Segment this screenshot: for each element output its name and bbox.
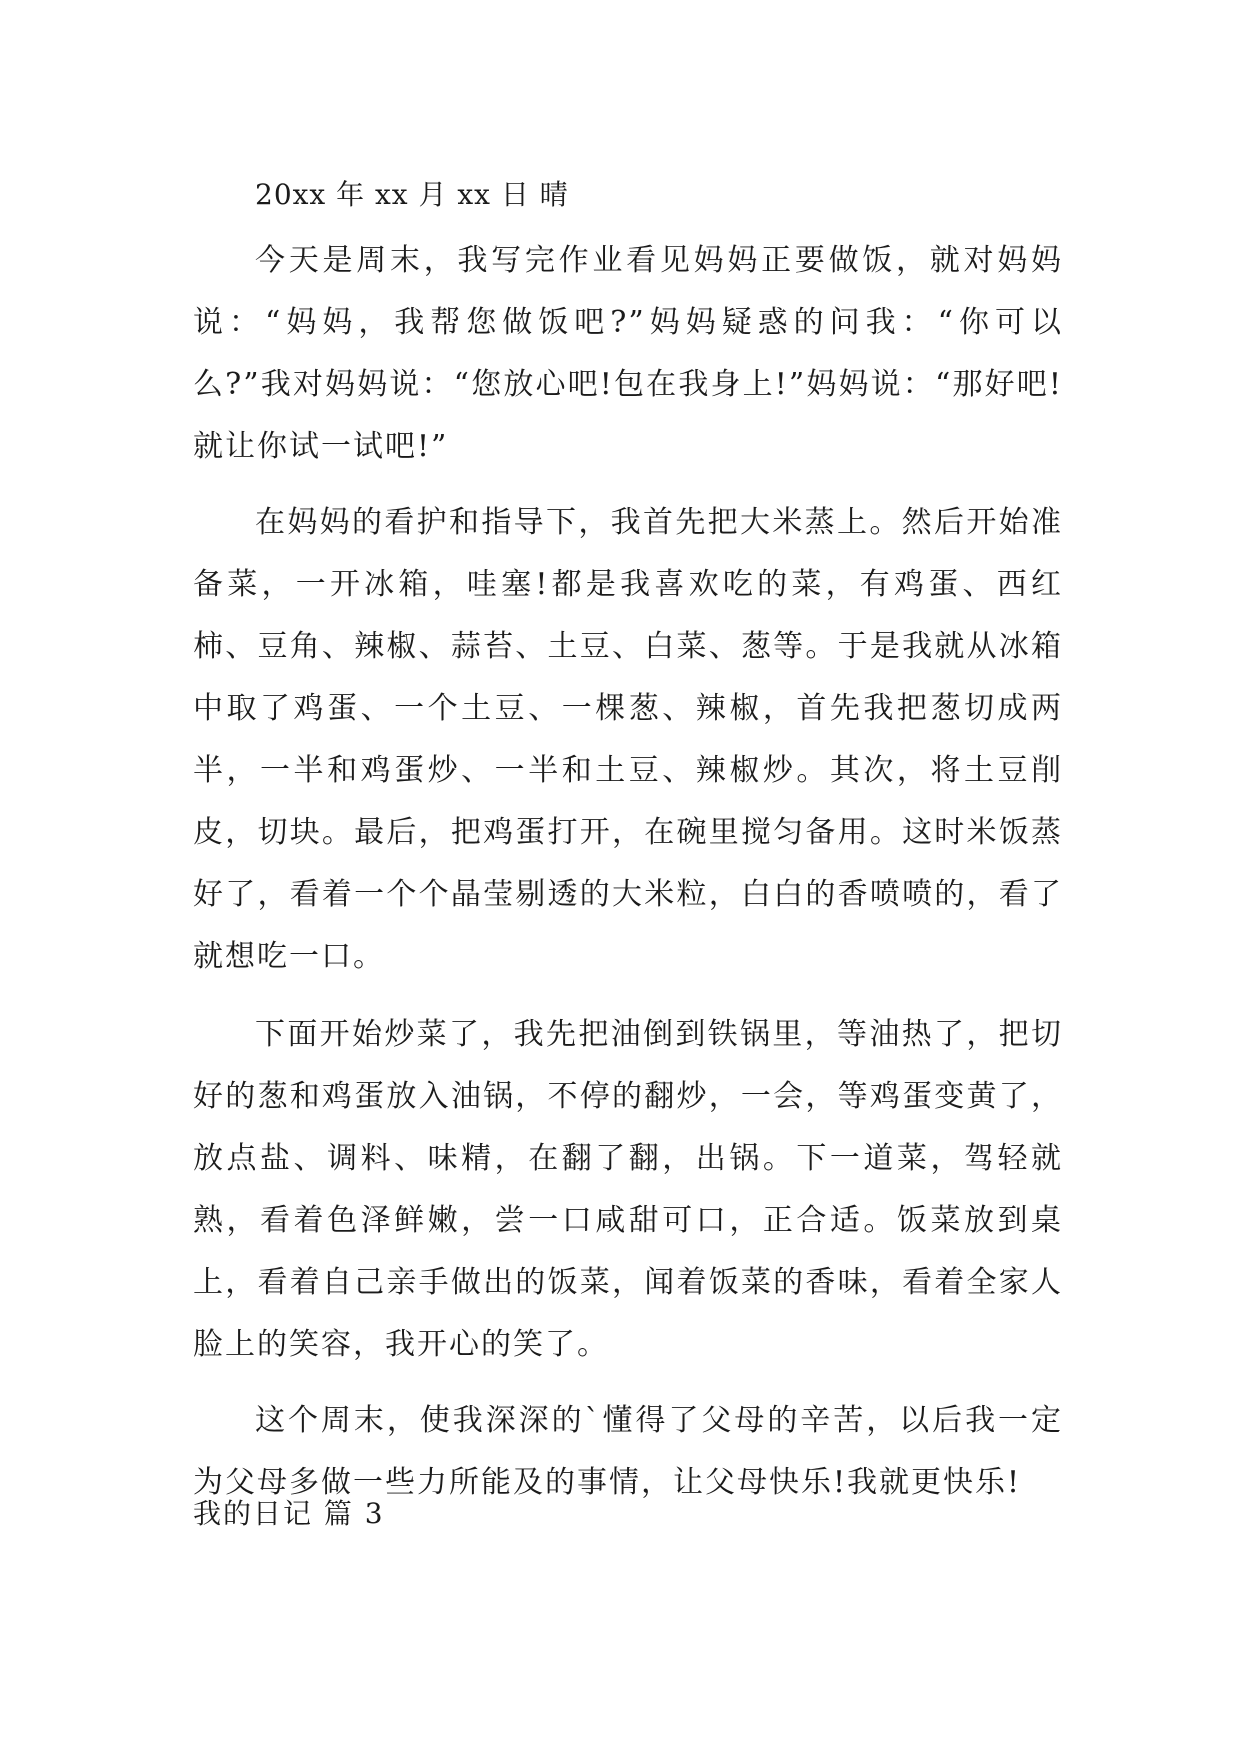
diary-paragraph-3: 下面开始炒菜了，我先把油倒到铁锅里，等油热了，把切好的葱和鸡蛋放入油锅，不停的翻炒，一会，等鸡蛋变黄了，放点盐、调料、味精，在翻了翻，出锅。下一道菜，驾轻就熟，看着色泽鲜嫩，尝一口咸甜可口，正合适。饭菜放到桌上，看着自己亲手做出的饭菜，闻着饭菜的香味，看着全家人脸上的笑容，我开心的笑了。 [193, 1017, 1063, 1362]
diary-paragraph-1: 今天是周末，我写完作业看见妈妈正要做饭，就对妈妈说：“妈妈，我帮您做饭吧?”妈妈疑惑的问我：“你可以么?”我对妈妈说：“您放心吧!包在我身上!”妈妈说：“那好吧!就让你试一试吧!” [193, 243, 1063, 464]
diary-paragraph-4: 这个周末，使我深深的`懂得了父母的辛苦，以后我一定为父母多做一些力所能及的事情，让父母快乐!我就更快乐! [193, 1403, 1063, 1500]
diary-entry [193, 160, 1063, 1576]
diary-date-line: 20xx 年 xx 月 xx 日 晴 [255, 178, 569, 211]
section-title: 我的日记 篇 3 [193, 1497, 385, 1530]
diary-paragraph-2: 在妈妈的看护和指导下，我首先把大米蒸上。然后开始准备菜，一开冰箱，哇塞!都是我喜欢吃的菜，有鸡蛋、西红柿、豆角、辣椒、蒜苔、土豆、白菜、葱等。于是我就从冰箱中取了鸡蛋、一个土豆、一棵葱、辣椒，首先我把葱切成两半，一半和鸡蛋炒、一半和土豆、辣椒炒。其次，将土豆削皮，切块。最后，把鸡蛋打开，在碗里搅匀备用。这时米饭蒸好了，看着一个个晶莹剔透的大米粒，白白的香喷喷的，看了就想吃一口。 [193, 505, 1063, 974]
